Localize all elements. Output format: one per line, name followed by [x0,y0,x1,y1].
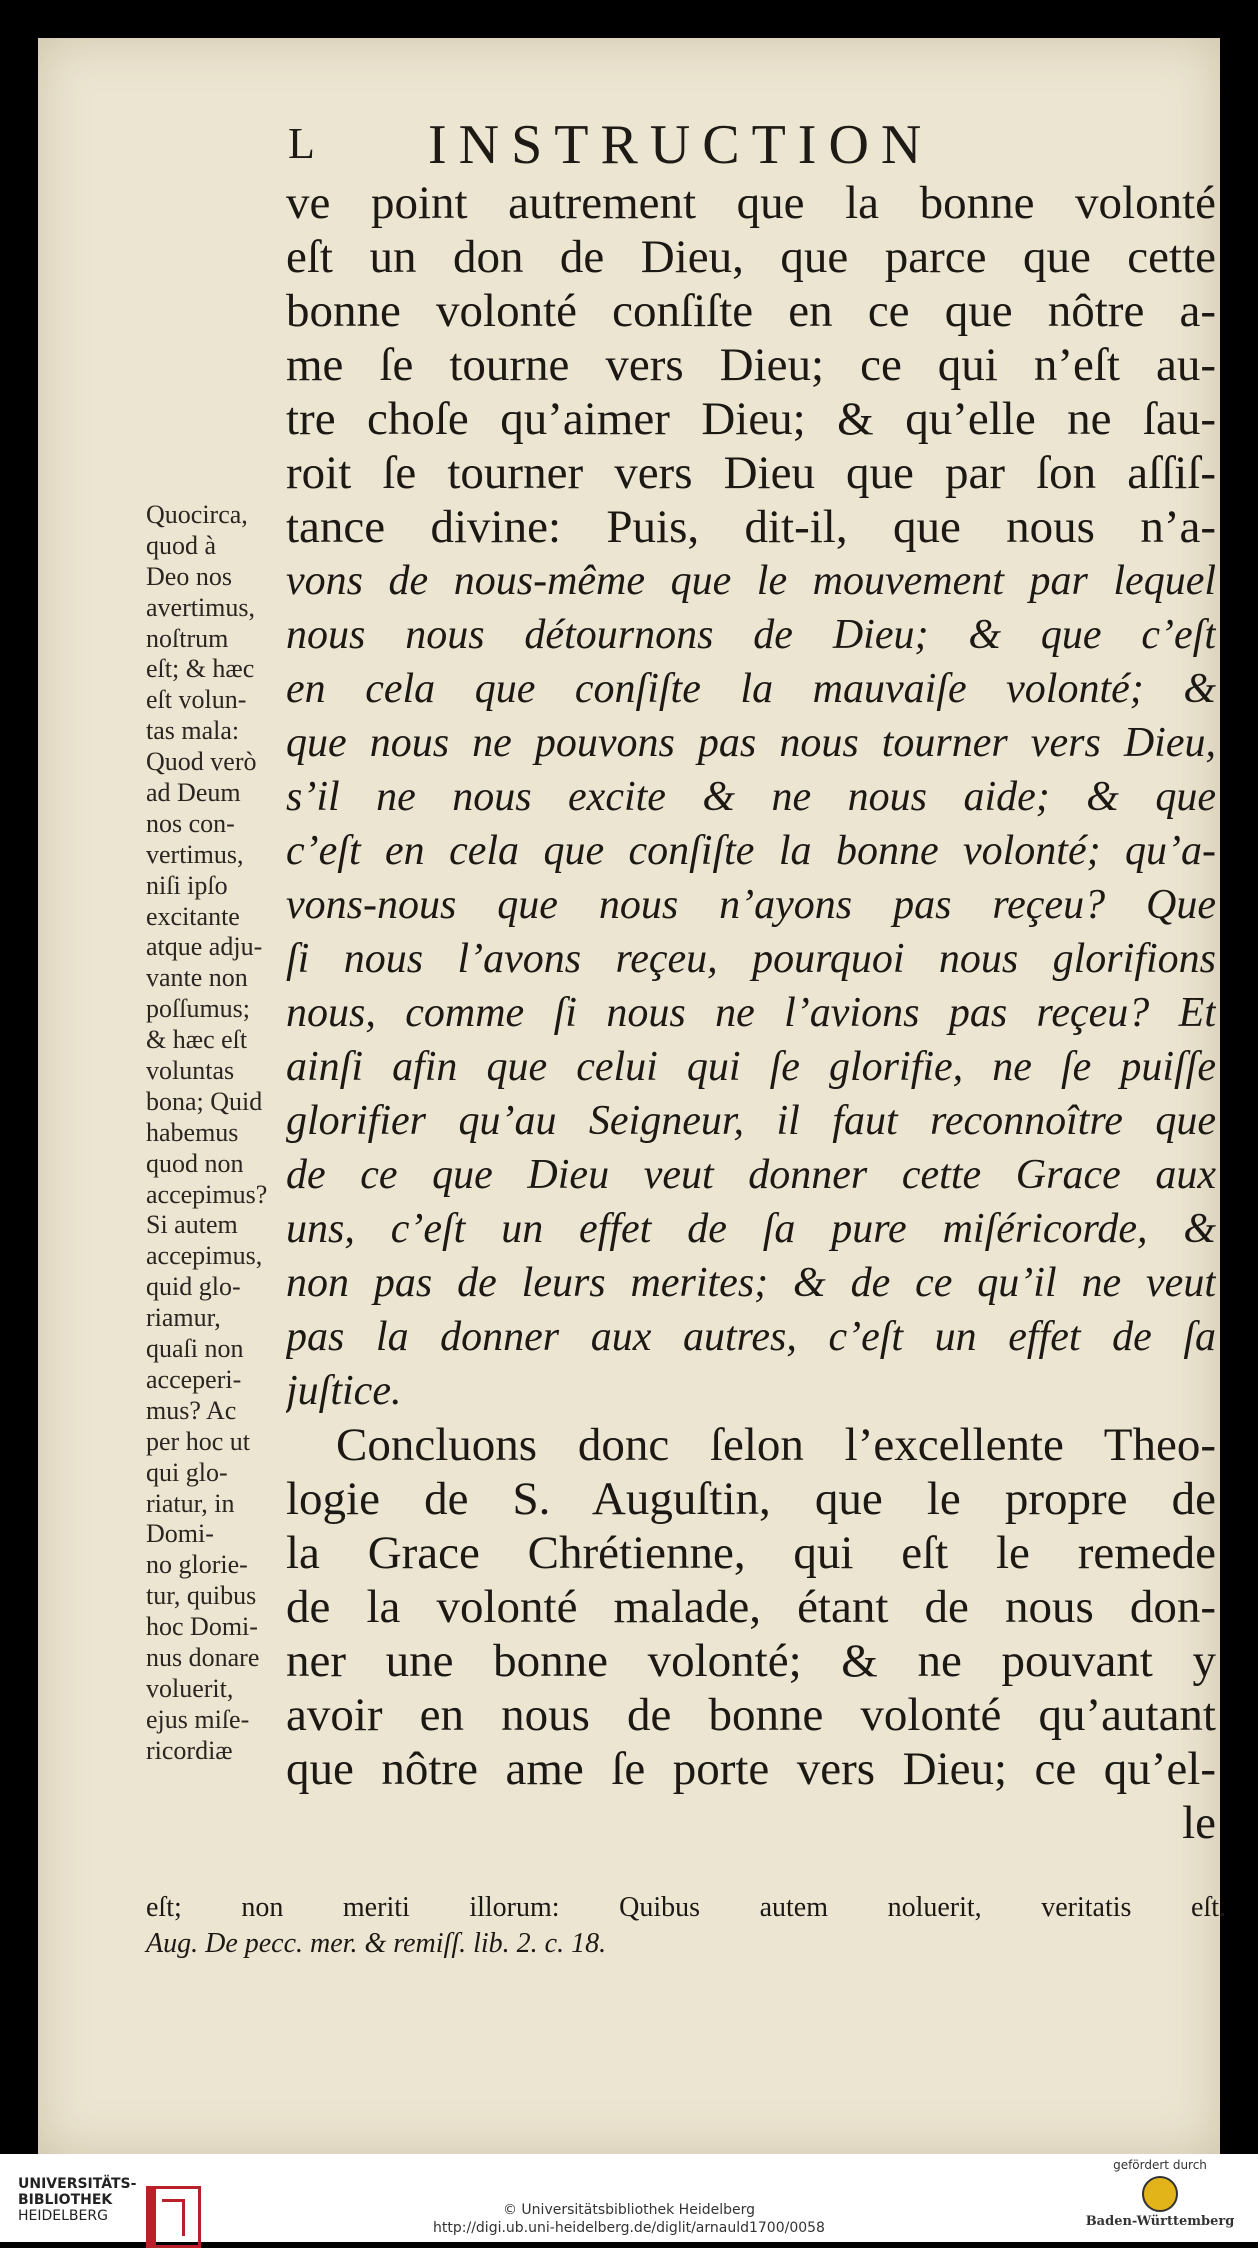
margin-line: voluntas [146,1056,235,1086]
text-line: pas la donner aux autres, c’eſt un effet de ſa [286,1314,1216,1360]
footnote [146,1890,1226,1962]
text-line: ve point autrement que la bonne volonté [286,177,1216,229]
margin-line: riatur, in [146,1488,235,1518]
text-line: tance divine: Puis, dit-il, que nous n’a- [286,501,1216,553]
margin-line: tas mala: [146,716,240,746]
text-line: ſi nous l’avons reçeu, pourquoi nous glorifions [286,936,1216,982]
margin-line: quod à [146,530,217,560]
margin-line: accepimus? [146,1179,268,1209]
text-line: nous nous détournons de Dieu; & que c’eſt [286,612,1216,658]
sponsor-block [1080,2158,1240,2229]
folio: L [288,119,315,168]
text-line: bonne volonté conſiſte en ce que nôtre a- [286,285,1216,337]
copyright-notice: © Universitätsbibliothek Heidelberg [502,2202,755,2218]
permalink-url[interactable]: http://digi.ub.uni-heidelberg.de/diglit/arnauld1700/0058 [433,2220,825,2236]
text-line: non pas de leurs merites; & de ce qu’il ne veut [286,1260,1216,1306]
margin-line: Quod verò [146,747,257,777]
margin-line: Si autem [146,1210,238,1240]
text-line: de la volonté malade, étant de nous don- [286,1581,1216,1633]
margin-line: quid glo- [146,1272,241,1302]
margin-line: accepimus, [146,1241,263,1271]
margin-line: mus? Ac [146,1395,237,1425]
margin-line: excitante [146,901,240,931]
library-name-line: BIBLIOTHEK [18,2192,113,2208]
running-title: INSTRUCTION [428,114,934,176]
text-line: ner une bonne volonté; & ne pouvant y [286,1635,1216,1687]
margin-line: per hoc ut [146,1426,250,1456]
margin-line: vertimus, [146,839,244,869]
catchword: le [1182,1797,1216,1849]
text-line: de ce que Dieu veut donner cette Grace aux [286,1152,1216,1198]
margin-line: quod non [146,1148,244,1178]
margin-line: riamur, [146,1303,221,1333]
margin-line: hoc Domi- [146,1612,258,1642]
page-header [38,113,1220,176]
footnote-line: eſt; non meriti illorum: Quibus autem noluerit, veritatis eſt. [146,1892,1226,1923]
text-line: juſtice. [286,1368,402,1414]
margin-line: no glorie- [146,1550,248,1580]
text-line: vons-nous que nous n’ayons pas reçeu? Que [286,882,1216,928]
library-name-line: HEIDELBERG [18,2208,108,2224]
text-line: c’eſt en cela que conſiſte la bonne volonté; qu’a- [286,828,1216,874]
funded-by-label: gefördert durch [1113,2158,1207,2172]
margin-line: quaſi non [146,1334,244,1364]
library-name-line: UNIVERSITÄTS- [18,2176,137,2192]
margin-line: poſſumus; [146,994,251,1024]
text-line: s’il ne nous excite & ne nous aide; & que [286,774,1216,820]
text-line: en cela que conſiſte la mauvaiſe volonté; & [286,666,1216,712]
text-line: avoir en nous de bonne volonté qu’autant [286,1689,1216,1741]
digitization-footer [0,2154,1258,2242]
book-page [38,38,1226,2154]
margin-line: eſt; & hæc [146,654,255,684]
margin-line: habemus [146,1117,239,1147]
margin-line: niſi ipſo [146,870,228,900]
margin-line: ejus miſe- [146,1704,250,1734]
margin-line: atque adju- [146,932,263,962]
text-line: glorifier qu’au Seigneur, il faut reconnoître que [286,1098,1216,1144]
margin-line: Deo nos [146,561,232,591]
text-line: vons de nous-même que le mouvement par lequel [286,558,1216,604]
margin-line: voluerit, [146,1673,234,1703]
margin-line: qui glo- [146,1457,228,1487]
text-line: eſt un don de Dieu, que parce que cette [286,231,1216,283]
margin-line: vante non [146,963,248,993]
text-line: uns, c’eſt un effet de ſa pure miſéricorde, & [286,1206,1216,1252]
margin-line: ad Deum [146,778,241,808]
margin-line: & hæc eſt [146,1025,248,1055]
text-line: nous, comme ſi nous ne l’avions pas reçeu? Et [286,990,1216,1036]
margin-note [146,500,346,1767]
text-line: roit ſe tourner vers Dieu que par ſon aſſiſ- [286,447,1216,499]
text-line: logie de S. Auguſtin, que le propre de [286,1473,1216,1525]
text-line: que nôtre ame ſe porte vers Dieu; ce qu’el- [286,1743,1216,1795]
main-text [286,176,1216,1850]
margin-line: acceperi- [146,1364,242,1394]
margin-line: bona; Quid [146,1086,263,1116]
margin-line: Quocirca, [146,500,248,529]
margin-line: nus donare [146,1642,260,1672]
text-line: me ſe tourne vers Dieu; ce qui n’eſt au- [286,339,1216,391]
text-line: tre choſe qu’aimer Dieu; & qu’elle ne ſau- [286,393,1216,445]
margin-line: ricordiæ [146,1735,233,1765]
margin-line: avertimus, [146,592,256,622]
state-seal-icon [1142,2176,1178,2212]
margin-line: Domi- [146,1519,214,1549]
margin-line: nos con- [146,808,235,838]
margin-line: tur, quibus [146,1581,257,1611]
text-line: Concluons donc ſelon l’excellente Theo- [336,1419,1216,1471]
margin-line: eſt volun- [146,685,247,715]
text-line: que nous ne pouvons pas nous tourner vers Dieu, [286,720,1216,766]
footnote-citation: Aug. De pecc. mer. & remiſſ. lib. 2. c. 18. [146,1928,607,1959]
text-line: ainſi afin que celui qui ſe glorifie, ne ſe puiſſe [286,1044,1216,1090]
text-line: la Grace Chrétienne, qui eſt le remede [286,1527,1216,1579]
sponsor-name: Baden-Württemberg [1085,2214,1235,2229]
margin-line: noſtrum [146,623,229,653]
